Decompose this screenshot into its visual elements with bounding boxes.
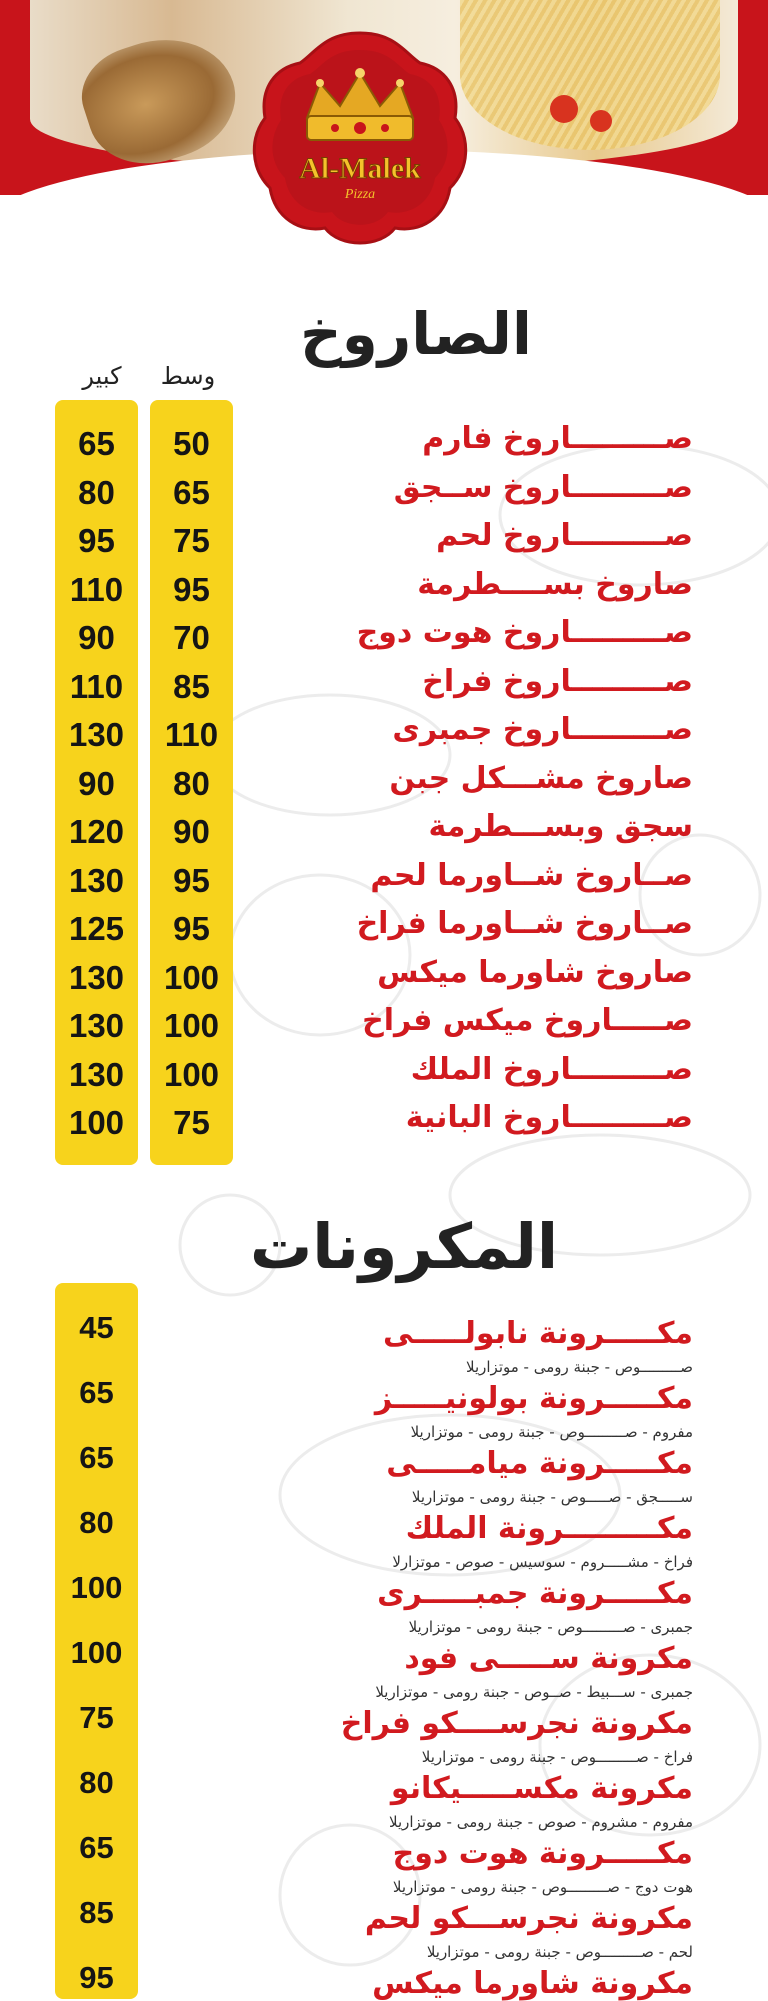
- logo-text: Al-Malek: [299, 152, 421, 185]
- price-pasta: 100: [70, 1635, 123, 1670]
- price-pasta: 80: [79, 1765, 114, 1800]
- menu-item-name: مكرونة مكســـــيكانو: [390, 1771, 693, 1806]
- tomato-image: [590, 110, 612, 132]
- menu-item-name: صـــــــــاروخ جمبرى: [392, 712, 693, 747]
- price-large: 90: [78, 764, 115, 802]
- menu-item-name: صـــــــــاروخ لحم: [436, 518, 693, 553]
- price-medium: 75: [173, 522, 210, 559]
- section-title-sarookh: الصاروخ: [300, 300, 532, 368]
- price-pasta: 95: [79, 1960, 114, 1995]
- menu-item-description: جمبرى - صـــــــــوص - جبنة رومى - موتزاريلا: [408, 1618, 693, 1636]
- price-medium: 70: [173, 619, 210, 656]
- price-medium: 75: [173, 1104, 210, 1141]
- menu-item-name: صـــــــــاروخ فراخ: [422, 663, 693, 699]
- menu-item-name: صـــــاروخ ميكس فراخ: [362, 1003, 693, 1038]
- price-medium: 90: [173, 813, 210, 850]
- menu-item-name: مكـــــرونة نابولـــــى: [383, 1316, 693, 1351]
- price-large: 110: [69, 570, 124, 608]
- price-medium: 100: [163, 1055, 220, 1093]
- section-title-pasta: المكرونات: [250, 1210, 559, 1283]
- column-header-large: كبير: [82, 362, 122, 390]
- menu-item-name: صــاروخ شــاورما فراخ: [356, 906, 693, 941]
- price-large: 65: [78, 425, 115, 462]
- menu-item-name: صـــــــــاروخ الملك: [410, 1051, 693, 1087]
- price-pasta: 80: [79, 1505, 114, 1540]
- menu-item-name: مكرونة ســـــى فود: [404, 1641, 693, 1676]
- menu-item-name: صاروخ مشـــكل جبن: [389, 760, 693, 796]
- column-header-medium: وسط: [160, 362, 216, 390]
- menu-item-description: صـــــــــوص - جبنة رومى - موتزاريلا: [466, 1358, 693, 1376]
- menu-item-description: لحم - صـــــــــوص - جبنة رومى - موتزاريلا: [426, 1943, 693, 1961]
- price-pasta: 65: [79, 1375, 114, 1410]
- menu-item-name: مكـــــرونة جمبـــــرى: [377, 1576, 693, 1611]
- price-medium: 100: [163, 1007, 220, 1044]
- price-pasta: 85: [79, 1895, 114, 1930]
- menu-item-name: صـــــــــاروخ هوت دوج: [356, 615, 693, 650]
- price-medium: 95: [173, 570, 210, 608]
- price-large: 110: [69, 667, 124, 705]
- menu-item-name: مكـــــرونة ميامـــــى: [386, 1446, 693, 1481]
- price-large: 100: [68, 1104, 125, 1141]
- menu-item-name: صــاروخ شــاورما لحم: [370, 857, 693, 893]
- menu-item-name: مكـــــــــرونة الملك: [405, 1511, 693, 1546]
- price-large: 90: [78, 619, 115, 656]
- menu-item-description: مفروم - صـــــــــوص - جبنة رومى - موتزاريلا: [410, 1423, 693, 1441]
- price-pasta: 65: [79, 1440, 114, 1475]
- menu-item-description: ســـــجق - صـــــوص - جبنة رومى - موتزاريلا: [411, 1488, 693, 1506]
- menu-item-name: مكرونة شاورما ميكس: [372, 1966, 693, 2001]
- menu-item-description: فراخ - صـــــــــوص - جبنة رومى - موتزاريلا: [421, 1748, 693, 1766]
- logo-subtext: Pizza: [344, 187, 376, 202]
- price-large: 95: [78, 522, 115, 559]
- price-medium: 80: [173, 764, 210, 802]
- price-large: 130: [68, 1055, 125, 1093]
- price-medium: 95: [173, 861, 210, 899]
- menu-item-name: صـــــــــاروخ ســجق: [393, 469, 693, 505]
- menu-item-description: فراخ - مشـــــروم - سوسيس - صوص - موتزارلا: [392, 1553, 693, 1571]
- menu-item-name: صـــــــــاروخ فارم: [422, 421, 693, 456]
- menu-item-description: جمبرى - ســـبيط - صــوص - جبنة رومى - موتزاريلا: [375, 1683, 693, 1701]
- price-medium: 50: [173, 425, 210, 462]
- price-medium: 65: [173, 473, 210, 511]
- menu-item-name: مكرونة نجرســــكو فراخ: [340, 1706, 693, 1741]
- price-large: 130: [68, 1007, 125, 1044]
- price-pasta: 100: [70, 1570, 123, 1605]
- logo: [245, 28, 475, 258]
- price-pasta: 45: [79, 1310, 114, 1345]
- menu-item-name: مكـــــرونة هوت دوج: [392, 1836, 693, 1871]
- tomato-image: [550, 95, 578, 123]
- price-large: 130: [68, 958, 125, 996]
- menu-item-name: سجق وبســـطرمة: [428, 809, 693, 844]
- price-pasta: 75: [79, 1700, 114, 1735]
- price-medium: 110: [164, 716, 219, 753]
- menu-item-description: هوت دوج - صـــــــــوص - جبنة رومى - موتزاريلا: [392, 1878, 693, 1896]
- price-large: 130: [68, 861, 125, 899]
- price-large: 130: [68, 716, 125, 753]
- menu-item-name: صاروخ بســــطرمة: [417, 566, 693, 602]
- price-pasta: 65: [79, 1830, 114, 1865]
- price-medium: 95: [173, 910, 210, 947]
- price-large: 125: [68, 910, 125, 947]
- menu-item-name: صـــــــــاروخ البانية: [405, 1100, 693, 1135]
- menu-item-description: مفروم - مشروم - صوص - جبنة رومى - موتزاريلا: [389, 1813, 693, 1831]
- price-medium: 85: [173, 667, 210, 705]
- menu-item-name: مكرونة نجرســـكو لحم: [364, 1901, 693, 1936]
- price-large: 80: [78, 473, 115, 511]
- menu-item-name: صاروخ شاورما ميكس: [377, 954, 693, 990]
- price-large: 120: [68, 813, 125, 850]
- price-medium: 100: [163, 958, 220, 996]
- pasta-image: [460, 0, 720, 150]
- menu-item-name: مكـــــرونة بولونيـــــز: [374, 1381, 693, 1416]
